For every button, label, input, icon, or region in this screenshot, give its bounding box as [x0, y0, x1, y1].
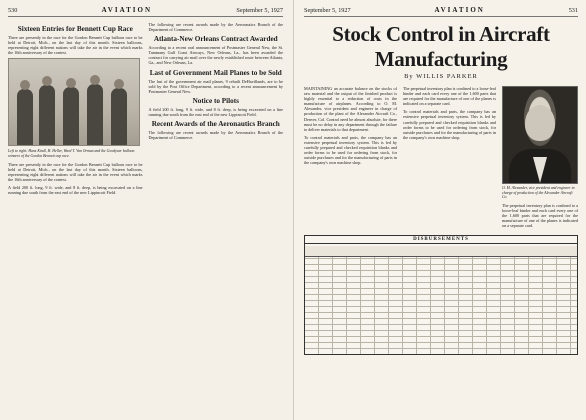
- article-body: The perpetual inventory plan is confined to a loose-leaf binder and each card every one of the 1,600 parts that are required for the manufacture of one of the planes is indicated on a separate card.: [403, 86, 496, 107]
- article-body-cont: There are presently in the race for the Gordon Bennett Cup balloon race to be held at Detroit, Mich., on the last day of this month. Sixteen balloons, representing eight different nations will take the air in the event which marks the 16th anniversary of the contest.: [8, 161, 143, 182]
- form-grid: [305, 246, 577, 354]
- left-page-number: 530: [8, 7, 18, 14]
- right-column-1: [304, 86, 397, 231]
- left-date: September 5, 1927: [236, 7, 283, 14]
- article-lead: MAINTAINING an accurate balance on the stocks of raw material and the output of the finished product is highly essential to a reduction of costs in the manufacture of airplanes. According to O. M. Alexander, vice president and engineer in charge of production of the plant of the Alexander Aircraft Co., Denver, Col. Control need be almost absolute, for there must be no delay in any department through the failure to deliver materials to that department.: [304, 86, 397, 132]
- disbursements-form: [304, 235, 578, 355]
- right-magazine-name: AVIATION: [434, 6, 485, 14]
- article-body-cont-2: A field 200 ft. long, 9 ft. wide, and 8 ft. deep, is being excavated on a line running due south from the east end of the new Lippincott Field.: [8, 184, 143, 196]
- right-page: [293, 0, 586, 420]
- article-body-top: The following are recent awards made by the Aeronautics Branch of the Department of Commerce.: [148, 22, 283, 33]
- article-body-side: The perpetual inventory plan is confined to a loose-leaf binder and each card every one of the 1,600 parts that are required for the manufacture of one of the planes is indicated on a separate card.: [502, 202, 578, 229]
- form-title: DISBURSEMENTS: [305, 236, 577, 244]
- photo-caption: Left to right: Hans Kindl, H. Heller, Ward T. Van Orman and the Goodyear balloon winners of the Gordon Bennett cup race.: [8, 149, 135, 158]
- left-magazine-name: AVIATION: [101, 6, 153, 14]
- right-running-head: [304, 6, 578, 17]
- article-title: Stock Control in Aircraft Manufacturing: [332, 22, 550, 71]
- left-column-2: [149, 22, 284, 198]
- article-body-cont: To control materials and parts, the company has an extensive perpetual inventory system. This is fed by carefully prepared and checked requisition blanks and order forms to be used for ordering from stock, for outside purchases and for the manufacturing of parts in the company's own machine shop.: [403, 109, 496, 140]
- article-heading: Sixteen Entries for Bennett Cup Race: [17, 25, 133, 33]
- article-heading: Notice to Pilots: [192, 96, 239, 105]
- article-byline: By WILLIS PARKER: [404, 73, 478, 80]
- form-header-row: [305, 246, 577, 257]
- article-body: According to a recent oral announcement of Postmaster General New, the St. Tammany Gulf Coast Airways, New Orleans, La., has been awarded the contract for carrying air mail over the newly established route between Atlanta, Ga., and New Orleans, La.: [148, 45, 283, 66]
- left-column-1: [8, 22, 143, 198]
- portrait-column: [502, 86, 578, 231]
- article-body: To control materials and parts, the company has an extensive perpetual inventory system. This is fed by carefully prepared and checked requisition blanks and order forms to be used for ordering from stock, for outside purchases and for the manufacturing of parts in the company's own machine shop.: [304, 134, 397, 166]
- right-date: September 5, 1927: [304, 7, 351, 14]
- left-running-head: [8, 6, 283, 17]
- right-column-2: [403, 86, 496, 231]
- group-photo: [8, 58, 140, 146]
- portrait-photo: [502, 86, 578, 184]
- article-body: A field 200 ft. long, 9 ft. wide, and 8 ft. deep, is being excavated on a line running due south from the east end of the new Lippincott Field.: [148, 106, 283, 117]
- article-heading: Recent Awards of the Aeronautics Branch: [151, 120, 280, 129]
- article-heading: Last of Government Mail Planes to be Sold: [149, 68, 282, 77]
- article-body: The following are recent awards made by the Aeronautics Branch of the Department of Commerce.: [148, 130, 283, 141]
- article-heading: Atlanta-New Orleans Contract Awarded: [153, 35, 278, 44]
- article-body: The last of the government air mail planes, 9 rebuilt DeHavillands, are to be sold by the Post Office Department, according to a recent announcement by Postmaster General New.: [148, 78, 283, 94]
- portrait-caption: O. M. Alexander, vice president and engineer in charge of production of the Alexander Aircraft Co.: [502, 186, 575, 200]
- article-body: There are presently in the race for the Gordon Bennett Cup balloon race to be held at Detroit, Mich., on the last day of this month. Sixteen balloons, representing eight different nations will take the air in the event which marks the 16th anniversary of the contest.: [8, 35, 143, 56]
- right-page-number: 531: [568, 7, 578, 14]
